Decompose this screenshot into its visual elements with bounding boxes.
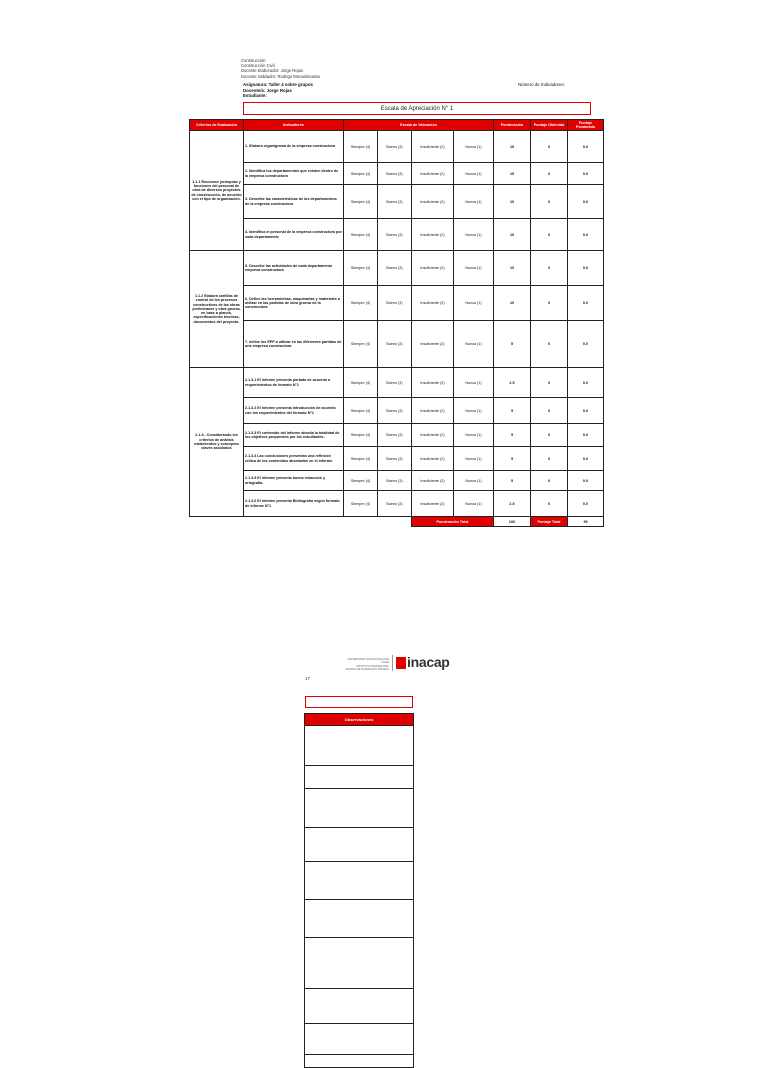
weight-cell: 10	[494, 185, 531, 219]
scale-bueno: Bueno (3)	[378, 131, 412, 163]
indicator-cell: 3. Describe las características de los departamentos de la empresa constructora	[244, 185, 344, 219]
obtained-cell: 0	[531, 286, 568, 321]
scale-nunca: Nunca (1)	[454, 368, 494, 398]
scale-bueno: Bueno (3)	[378, 286, 412, 321]
table-row	[190, 163, 604, 185]
scale-bueno: Bueno (3)	[378, 368, 412, 398]
weight-cell: 5	[494, 447, 531, 471]
obtained-cell: 0	[531, 219, 568, 251]
indicators-header: Indicadores	[244, 120, 344, 131]
obtained-cell: 0	[531, 131, 568, 163]
scale-nunca: Nunca (1)	[454, 447, 494, 471]
asignatura-label: Asignatura: Taller 4 sobre grupos	[243, 82, 313, 87]
scale-nunca: Nunca (1)	[454, 251, 494, 286]
indicator-cell: 2. Identifica los departamentos que existen dentro de la empresa constructora	[244, 163, 344, 185]
obtained-cell: 0	[531, 424, 568, 447]
logo-mark-icon	[396, 657, 406, 669]
criteria-cell: 2.1.3.- Considerando los criterios de análisis establecidos y conceptos claves asociados	[190, 368, 244, 517]
weighted-cell: 0.0	[568, 491, 604, 517]
scale-siempre: Siempre (4)	[344, 447, 378, 471]
table-row	[190, 131, 604, 163]
indicator-cell: 2.1.3.6 El informe presenta Bibliografía según formato de informe N°1	[244, 491, 344, 517]
scale-insuficiente: Insuficiente (2)	[412, 471, 454, 491]
scale-bueno: Bueno (3)	[378, 251, 412, 286]
scale-nunca: Nunca (1)	[454, 424, 494, 447]
scale-siempre: Siempre (4)	[344, 286, 378, 321]
obtained-cell: 0	[531, 398, 568, 424]
weighted-cell: 0.0	[568, 424, 604, 447]
scale-siempre: Siempre (4)	[344, 368, 378, 398]
observation-row	[305, 726, 414, 766]
weight-cell: 15	[494, 131, 531, 163]
table-row	[190, 219, 604, 251]
indicator-cell: 2.1.3.3 El contenido del informe aborda la totalidad de los objetivos propuestos por los estudiantes.	[244, 424, 344, 447]
weighted-cell: 0.0	[568, 398, 604, 424]
indicator-cell: 7. define los EPP a utilizar en las diferentes partidas de una empresa constructora	[244, 321, 344, 368]
observation-cell	[305, 900, 414, 938]
scale-bueno: Bueno (3)	[378, 163, 412, 185]
scale-insuficiente: Insuficiente (2)	[412, 447, 454, 471]
weight-header: Ponderación	[494, 120, 531, 131]
obtained-cell: 0	[531, 185, 568, 219]
observation-cell	[305, 1024, 414, 1055]
scale-siempre: Siempre (4)	[344, 491, 378, 517]
scale-insuficiente: Insuficiente (2)	[412, 424, 454, 447]
criteria-cell: 1.1.2 Elabora cartillas de control de los procesos constructivos de las obras preliminares y obra gruesa, en base a planos, especificaciones técnicas, documentos del proyecto.	[190, 251, 244, 368]
weight-cell: 2.5	[494, 491, 531, 517]
observation-row	[305, 789, 414, 828]
scale-bueno: Bueno (3)	[378, 219, 412, 251]
observations-table	[304, 713, 414, 1068]
observation-row	[305, 862, 414, 900]
weight-cell: 5	[494, 471, 531, 491]
weight-cell: 5	[494, 321, 531, 368]
scale-insuficiente: Insuficiente (2)	[412, 251, 454, 286]
indicator-cell: 2.1.3.2 El informe presenta introducción de acuerdo con los requerimientos del formato N°1	[244, 398, 344, 424]
scale-bueno: Bueno (3)	[378, 447, 412, 471]
scale-nunca: Nunca (1)	[454, 471, 494, 491]
header-lines	[241, 58, 320, 79]
observation-cell	[305, 989, 414, 1024]
table-row	[190, 491, 604, 517]
scale-nunca: Nunca (1)	[454, 398, 494, 424]
table-row	[190, 398, 604, 424]
page-number: 17	[305, 676, 311, 681]
table-row	[190, 447, 604, 471]
observation-cell	[305, 766, 414, 789]
scale-insuficiente: Insuficiente (2)	[412, 398, 454, 424]
observation-row	[305, 828, 414, 862]
weighted-header: Puntaje Ponderado	[568, 120, 604, 131]
total-weight-label: Ponderación Total	[412, 517, 494, 527]
weighted-cell: 0.0	[568, 321, 604, 368]
indicator-cell: 2.1.3.1 El informe presenta portada de acuerdo a requerimientos de formato N°1	[244, 368, 344, 398]
scale-insuficiente: Insuficiente (2)	[412, 321, 454, 368]
indicator-count-label: Número de Indicadores:	[518, 82, 565, 87]
observation-row	[305, 1055, 414, 1068]
criteria-header: Criterios de Evaluación	[190, 120, 244, 131]
weight-cell: 5	[494, 398, 531, 424]
weighted-cell: 0.0	[568, 447, 604, 471]
scale-siempre: Siempre (4)	[344, 219, 378, 251]
observation-row	[305, 1024, 414, 1055]
table-header-row	[190, 120, 604, 131]
observation-cell	[305, 726, 414, 766]
indicator-cell: 5. Describe las actividades de cada departamento empresa constructora	[244, 251, 344, 286]
table-row	[190, 321, 604, 368]
scale-insuficiente: Insuficiente (2)	[412, 131, 454, 163]
weighted-cell: 0.0	[568, 219, 604, 251]
table-row	[190, 424, 604, 447]
obtained-cell: 0	[531, 471, 568, 491]
table-row	[190, 368, 604, 398]
scale-nunca: Nunca (1)	[454, 219, 494, 251]
weighted-cell: 0.0	[568, 471, 604, 491]
weight-cell: 5	[494, 424, 531, 447]
weight-cell: 10	[494, 251, 531, 286]
criteria-cell: 1.1.1 Reconoce jerarquías y funciones del personal de obra de diversos proyectos de construcción, de acuerdo con el tipo de organización.	[190, 131, 244, 251]
weighted-cell: 0.0	[568, 251, 604, 286]
obtained-cell: 0	[531, 321, 568, 368]
weight-cell: 2.5	[494, 368, 531, 398]
scale-siempre: Siempre (4)	[344, 163, 378, 185]
scale-siempre: Siempre (4)	[344, 398, 378, 424]
scale-nunca: Nunca (1)	[454, 286, 494, 321]
indicator-cell: 6. Define las herramientas, maquinarias y materiales a utilizar en las partidas de obra gruesa de la constructora	[244, 286, 344, 321]
course-info	[243, 82, 313, 99]
weight-cell: 15	[494, 163, 531, 185]
scale-insuficiente: Insuficiente (2)	[412, 185, 454, 219]
title-box-empty	[305, 696, 413, 708]
scale-siempre: Siempre (4)	[344, 424, 378, 447]
scale-insuficiente: Insuficiente (2)	[412, 286, 454, 321]
indicator-cell: 4. Identifica el personal de la empresa constructora por cada departamento	[244, 219, 344, 251]
header-line: Construcción	[241, 58, 266, 63]
scale-bueno: Bueno (3)	[378, 424, 412, 447]
weighted-cell: 0.0	[568, 131, 604, 163]
scale-insuficiente: Insuficiente (2)	[412, 219, 454, 251]
weighted-cell: 0.0	[568, 286, 604, 321]
scale-insuficiente: Insuficiente (2)	[412, 368, 454, 398]
scale-insuficiente: Insuficiente (2)	[412, 491, 454, 517]
total-weight-value: 100	[494, 517, 531, 527]
obtained-cell: 0	[531, 163, 568, 185]
observation-row	[305, 938, 414, 989]
header-line: Docente Elaborador: Jorge Rojas	[241, 68, 303, 74]
blank-cell	[190, 517, 412, 527]
logo-line: CENTRO DE FORMACIÓN TÉCNICA	[345, 668, 389, 672]
document-title: Escala de Apreciación N° 1	[243, 102, 591, 115]
scale-siempre: Siempre (4)	[344, 251, 378, 286]
evaluation-table	[189, 119, 604, 527]
logo-subtitle	[341, 658, 389, 672]
indicator-cell: 2.1.3.4 Las conclusiones presentan una reflexión crítica de los contenidos abordados en el informe.	[244, 447, 344, 471]
table-row	[190, 185, 604, 219]
table-row	[190, 251, 604, 286]
scale-bueno: Bueno (3)	[378, 471, 412, 491]
weight-cell: 10	[494, 219, 531, 251]
scale-bueno: Bueno (3)	[378, 185, 412, 219]
obtained-cell: 0	[531, 447, 568, 471]
scale-nunca: Nunca (1)	[454, 163, 494, 185]
logo-wordmark: inacap	[407, 654, 450, 670]
obtained-cell: 0	[531, 251, 568, 286]
weighted-cell: 0.0	[568, 163, 604, 185]
obtained-cell: 0	[531, 491, 568, 517]
weight-cell: 10	[494, 286, 531, 321]
weighted-cell: 0.0	[568, 368, 604, 398]
total-score-value: 99	[568, 517, 604, 527]
scale-nunca: Nunca (1)	[454, 131, 494, 163]
scale-bueno: Bueno (3)	[378, 491, 412, 517]
logo-line: UNIVERSIDAD TECNOLÓGICA DE CHILE	[347, 658, 389, 665]
docente-label: Docente/s: Jorge Rojas	[243, 87, 292, 93]
observation-cell	[305, 862, 414, 900]
scale-nunca: Nunca (1)	[454, 185, 494, 219]
scale-siempre: Siempre (4)	[344, 321, 378, 368]
scale-header: Escala de Valoración	[344, 120, 494, 131]
scale-bueno: Bueno (3)	[378, 321, 412, 368]
obtained-header: Puntaje Obtenido	[531, 120, 568, 131]
indicator-cell: 1. Elabora organigrama de la empresa constructora	[244, 131, 344, 163]
indicator-cell: 2.1.3.5 El informe presenta buena redacción y ortografía.	[244, 471, 344, 491]
observations-header: Observaciones	[305, 714, 414, 726]
scale-nunca: Nunca (1)	[454, 321, 494, 368]
scale-siempre: Siempre (4)	[344, 471, 378, 491]
table-row	[190, 286, 604, 321]
scale-siempre: Siempre (4)	[344, 185, 378, 219]
scale-nunca: Nunca (1)	[454, 491, 494, 517]
totals-row	[190, 517, 604, 527]
observation-cell	[305, 938, 414, 989]
logo-line: INSTITUTO PROFESIONAL	[356, 664, 389, 668]
observation-row	[305, 766, 414, 789]
table-row	[190, 471, 604, 491]
estudiante-label: Estudiante:	[243, 93, 267, 99]
scale-siempre: Siempre (4)	[344, 131, 378, 163]
observation-cell	[305, 789, 414, 828]
observation-cell	[305, 1055, 414, 1068]
weighted-cell: 0.0	[568, 185, 604, 219]
logo-divider	[392, 655, 393, 671]
observation-row	[305, 989, 414, 1024]
total-score-label: Puntaje Total	[531, 517, 568, 527]
scale-insuficiente: Insuficiente (2)	[412, 163, 454, 185]
scale-bueno: Bueno (3)	[378, 398, 412, 424]
header-line: Construcción Civil	[241, 63, 275, 69]
observation-cell	[305, 828, 414, 862]
header-line: Docente Validador: Rodrigo Monardecasta	[241, 73, 320, 79]
obtained-cell: 0	[531, 368, 568, 398]
observation-row	[305, 900, 414, 938]
